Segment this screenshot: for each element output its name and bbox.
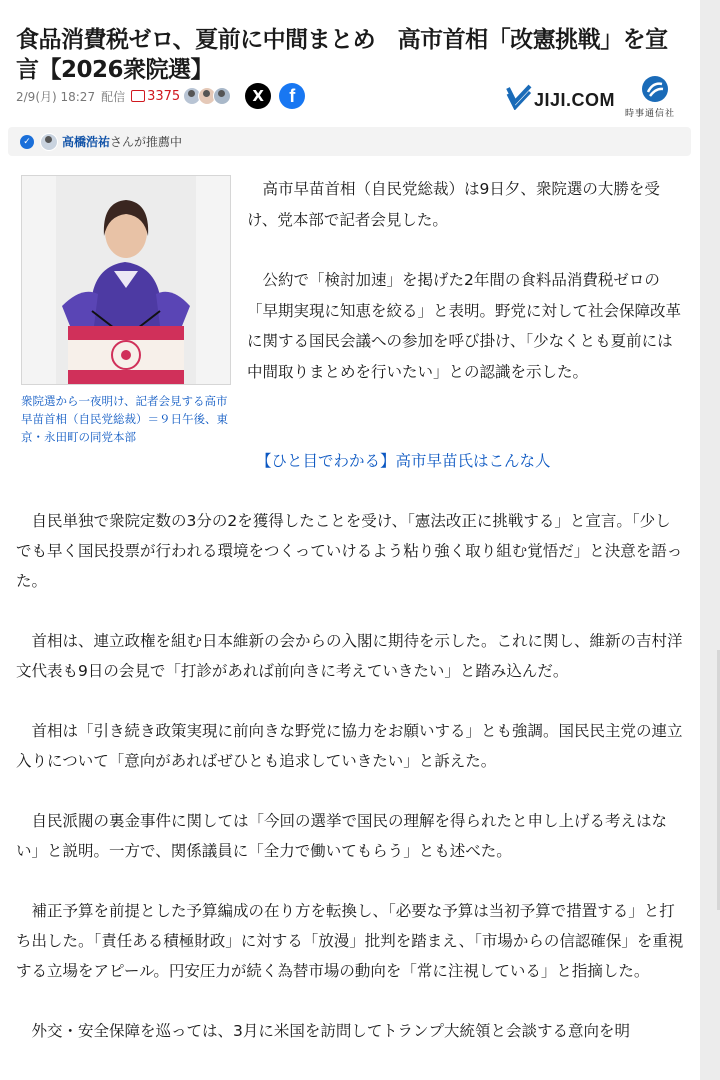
jiji-emblem-icon [642,76,668,102]
related-article-link[interactable]: 【ひと目でわかる】高市早苗氏はこんな人 [256,452,551,470]
publisher-name: 時事通信社 [625,109,676,119]
article-body [16,506,686,1076]
article-title: 食品消費税ゼロ、夏前に中間まとめ 高市首相「改憲挑戦」を宣言【2026衆院選】 [16,27,668,84]
lead-paragraph: 公約で「検討加速」を掲げた2年間の食料品消費税ゼロの「早期実現に知恵を絞る」と表明。野党に対して社会保障改革に関する国民会議への参加を呼び掛け、「少なくとも夏前には中間取りまとめを行いたい」との認識を示した。 [247,271,682,381]
publisher-logo[interactable] [506,76,686,118]
avatar [213,87,231,105]
jiji-logo-icon [506,82,532,110]
body-paragraph: 外交・安全保障を巡っては、3月に米国を訪問してトランプ大統領と会談する意向を明 [31,1022,631,1040]
x-share-button[interactable]: X [245,83,271,109]
published-label: 配信 [101,89,126,104]
article-meta [16,84,305,108]
body-paragraph: 自民派閥の裏金事件に関しては「今回の選挙で国民の理解を得られたと申し上げる考えはない」と説明。一方で、関係議員に「全力で働いてもらう」とも述べた。 [16,812,668,860]
commenter-avatars[interactable] [186,87,231,105]
verified-check-icon: ✓ [20,135,34,149]
body-paragraph: 首相は「引き続き政策実現に前向きな野党に協力をお願いする」とも強調。国民民主党の連立入りについて「意向があればぜひとも追求していきたい」と訴えた。 [16,722,683,770]
comment-count[interactable]: 3375 [147,88,181,104]
lead-text [247,174,681,417]
recommend-bar[interactable] [8,127,691,156]
recommender-name[interactable]: 高橋浩祐 [62,135,111,149]
recommender-avatar [40,133,58,151]
article-photo[interactable] [21,175,231,385]
body-paragraph: 自民単独で衆院定数の3分の2を獲得したことを受け、「憲法改正に挑戦する」と宣言。「少しでも早く国民投票が行われる環境をつくっていけるよう粘り強く取り組む覚悟だ」と決意を語った。 [16,512,683,590]
body-paragraph: 首相は、連立政権を組む日本維新の会からの入閣に期待を示した。これに関し、維新の吉村洋文代表も9日の会見で「打診があれば前向きに考えていきたい」と踏み込んだ。 [16,632,683,680]
body-paragraph: 補正予算を前提とした予算編成の在り方を転換し、「必要な予算は当初予算で措置する」と打ち出した。「責任ある積極財政」に対する「放漫」批判を踏まえ、「市場からの信認確保」を重視する立場をアピール。円安圧力が続く為替市場の動向を「常に注視している」と指摘した。 [16,902,684,980]
side-gutter [700,0,720,1080]
recommend-label: さんが推薦中 [110,135,183,149]
facebook-share-button[interactable]: f [279,83,305,109]
comment-icon[interactable] [131,90,145,102]
published-date: 2/9(月) 18:27 [16,89,96,104]
lead-paragraph: 高市早苗首相（自民党総裁）は9日夕、衆院選の大勝を受け、党本部で記者会見した。 [247,180,660,229]
photo-caption: 衆院選から一夜明け、記者会見する高市早苗首相（自民党総裁）＝９日午後、東京・永田町の同党本部 [21,394,228,444]
publisher-wordmark: JIJI.COM [534,90,616,110]
press-conference-photo-image [22,176,230,384]
